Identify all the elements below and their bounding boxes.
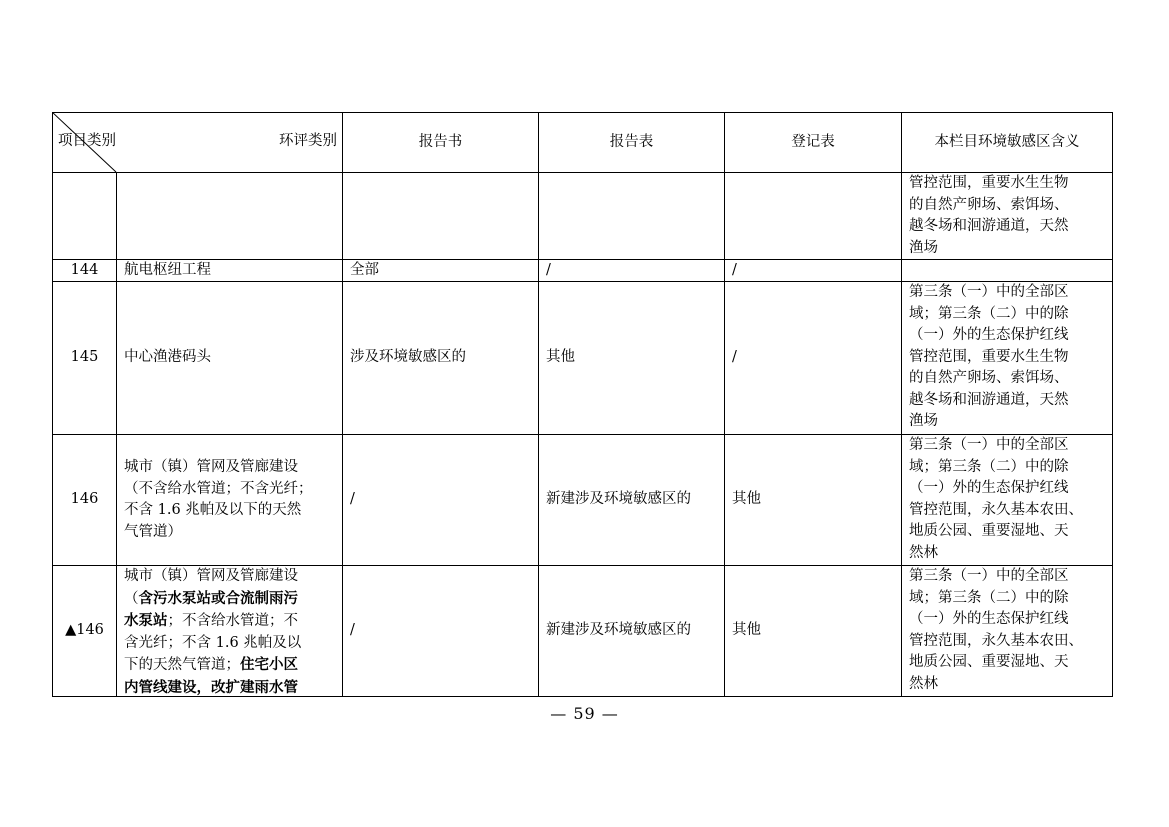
header-col-category: 环评类别 — [279, 133, 337, 149]
row-triangle-146-registration: 其他 — [732, 622, 761, 639]
header-row-category: 项目类别 — [58, 133, 116, 149]
row-triangle-146-number: ▲146 — [65, 622, 104, 639]
table-border-right — [1112, 112, 1113, 697]
row-144-name: 航电枢纽工程 — [124, 261, 211, 278]
row-145-report-book: 涉及环境敏感区的 — [350, 349, 466, 366]
row-triangle-146-report-book: / — [350, 622, 355, 639]
row-145-sensitive-text: 第三条（一）中的全部区 域；第三条（二）中的除 （一）外的生态保护红线 管控范围，重要水生生物 的自然产卵场、索饵场、 越冬场和洄游通道，天然 渔场 — [909, 284, 1069, 429]
row-145-name: 中心渔港码头 — [124, 349, 211, 366]
continuation-sensitive-text: 管控范围，重要水生生物 的自然产卵场、索饵场、 越冬场和洄游通道，天然 渔场 — [909, 175, 1069, 256]
header-report-book: 报告书 — [418, 133, 463, 150]
header-sensitive-meaning: 本栏目环境敏感区含义 — [934, 133, 1080, 150]
page-number: — 59 — — [550, 704, 619, 723]
environmental-impact-table — [52, 112, 1113, 697]
header-report-form: 报告表 — [609, 133, 654, 150]
row-146-report-book: / — [350, 491, 355, 508]
row-144-report-form: / — [546, 261, 551, 278]
row-triangle-146-sensitive-text: 第三条（一）中的全部区 域；第三条（二）中的除 （一）外的生态保护红线 管控范围，永久基本农田、 地质公园、重要湿地、天 然林 — [909, 568, 1083, 692]
table-border-bottom — [52, 696, 1113, 697]
row-146-number: 146 — [70, 491, 99, 508]
row-triangle-146-name: 城市（镇）管网及管廊建设 （含污水泵站或合流制雨污 水泵站；不含给水管道；不 含光纤；不含 1.6 兆帕及以 下的天然气管道；住宅小区 内管线建设，改扩建雨水管 — [124, 568, 302, 696]
row-146-name: 城市（镇）管网及管廊建设 （不含给水管道；不含光纤； 不含 1.6 兆帕及以下的天然 气管道） — [124, 459, 313, 540]
row-146-report-form: 新建涉及环境敏感区的 — [546, 491, 691, 508]
row-146-sensitive-text: 第三条（一）中的全部区 域；第三条（二）中的除 （一）外的生态保护红线 管控范围，永久基本农田、 地质公园、重要湿地、天 然林 — [909, 437, 1083, 561]
row-144-number: 144 — [70, 261, 99, 278]
row-triangle-146-report-form: 新建涉及环境敏感区的 — [546, 622, 691, 639]
header-registration: 登记表 — [791, 133, 835, 150]
row-145-report-form: 其他 — [546, 349, 575, 366]
row-144-registration: / — [732, 261, 737, 278]
row-145-number: 145 — [70, 349, 99, 366]
row-146-registration: 其他 — [732, 491, 761, 508]
row-144-report-book: 全部 — [350, 261, 379, 278]
row-145-registration: / — [732, 349, 737, 366]
